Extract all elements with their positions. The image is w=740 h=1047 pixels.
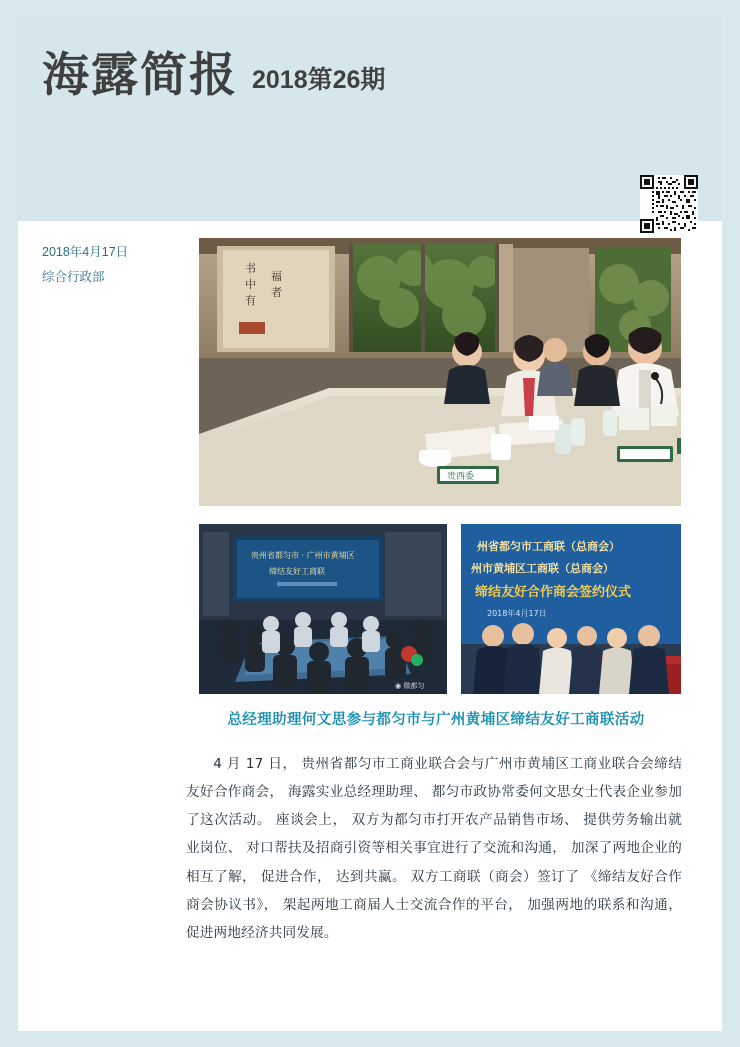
svg-text:福: 福 xyxy=(271,270,282,283)
meeting-room-roundtable-photo xyxy=(199,238,681,506)
header-band xyxy=(18,16,722,221)
conference-wide-view-photo xyxy=(199,524,447,694)
issue-label: 2018第26期 xyxy=(252,66,386,94)
svg-text:缔结友好工商联: 缔结友好工商联 xyxy=(269,567,325,576)
publish-date: 2018年4月17日 xyxy=(42,245,129,259)
svg-text:者: 者 xyxy=(271,286,282,299)
svg-text:州市黄埔区工商联（总商会）: 州市黄埔区工商联（总商会） xyxy=(471,562,614,575)
svg-text:缔结友好合作商会签约仪式: 缔结友好合作商会签约仪式 xyxy=(475,585,632,600)
svg-text:州省都匀市工商联（总商会）: 州省都匀市工商联（总商会） xyxy=(477,540,620,553)
svg-text:贵西委: 贵西委 xyxy=(447,472,475,482)
svg-text:贵州省都匀市 · 广州市黄埔区: 贵州省都匀市 · 广州市黄埔区 xyxy=(251,551,355,560)
masthead xyxy=(42,48,386,103)
signing-ceremony-stage-photo xyxy=(461,524,681,694)
department-name: 综合行政部 xyxy=(42,270,105,284)
page-title: 海露简报 xyxy=(42,48,238,103)
svg-text:中: 中 xyxy=(245,278,256,291)
svg-text:2018年4月17日: 2018年4月17日 xyxy=(487,609,547,618)
meta-block xyxy=(42,240,182,290)
article-body xyxy=(186,750,682,947)
article-headline: 总经理助理何文思参与都匀市与广州黄埔区缔结友好工商联活动 xyxy=(227,712,645,728)
svg-text:◉ 微都匀: ◉ 微都匀 xyxy=(395,682,425,690)
qr-code-icon xyxy=(640,175,698,233)
article-paragraph: 4 月 17 日， 贵州省都匀市工商业联合会与广州市黄埔区工商业联合会缔结友好合作商会， 海露实业总经理助理、 都匀市政协常委何文思女士代表企业参加了这次活动。 座谈会上， 双方为都匀市打开农产品销售市场、 提供劳务输出就业岗位、 对口帮扶及招商引资等相关事宜进行了交流和沟通， 加深了两地企业的相互了解， 促进合作， 达到共赢。 双方工商联（商会）签订了 《缔结友好合作商会协议书》， 架起两地工商届人士交流合作的平台， 加强两地的联系和沟通， 促进两地经济共同发展。 xyxy=(186,756,682,941)
svg-text:有: 有 xyxy=(245,294,256,307)
svg-text:书: 书 xyxy=(245,262,256,275)
